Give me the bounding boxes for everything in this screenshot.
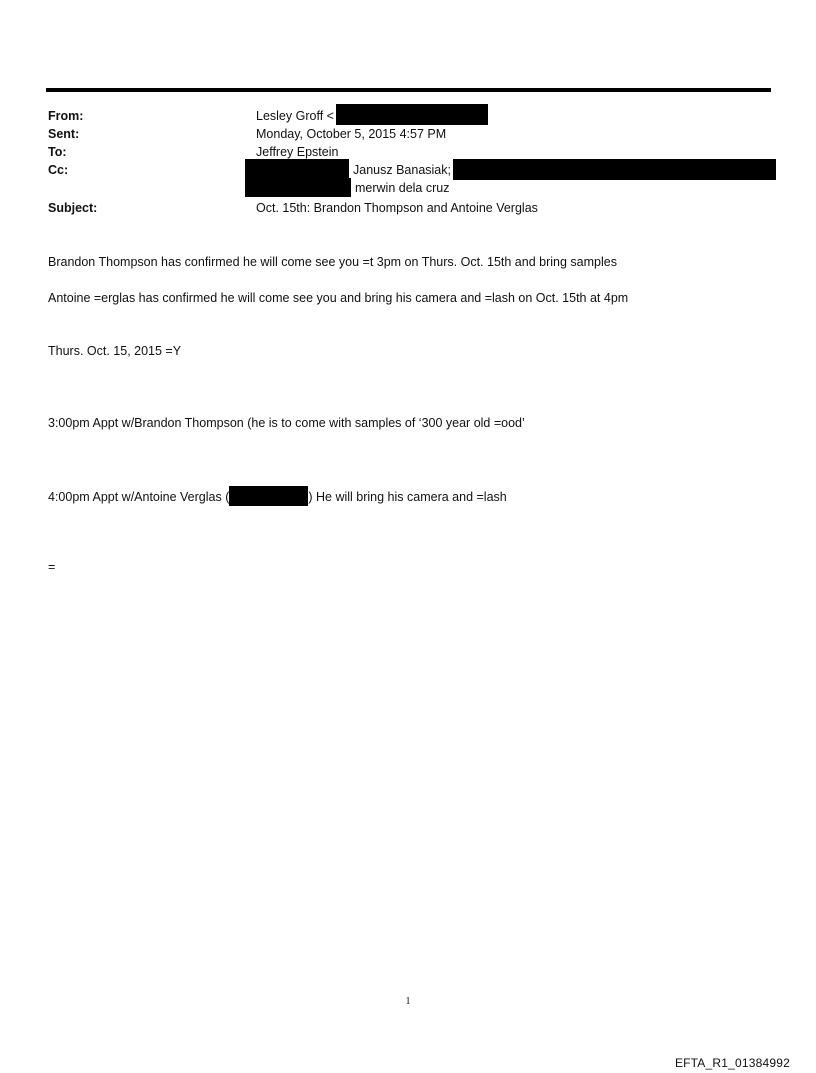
- body-line-5-prefix: 4:00pm Appt w/Antoine Verglas (: [48, 490, 230, 504]
- redaction-cc-3: [245, 178, 351, 197]
- sent-label: Sent:: [48, 127, 80, 141]
- bates-number: EFTA_R1_01384992: [674, 1056, 790, 1070]
- body-line-5: [48, 486, 507, 506]
- sent-value: Monday, October 5, 2015 4:57 PM: [256, 127, 447, 141]
- body-line-6: =: [48, 560, 56, 574]
- subject-label: Subject:: [48, 201, 98, 215]
- redaction-cc-2: [453, 159, 776, 180]
- to-label: To:: [48, 145, 67, 159]
- body-line-1: Brandon Thompson has confirmed he will come see you =t 3pm on Thurs. Oct. 15th and bring samples: [48, 255, 617, 269]
- cc-value-line1: Janusz Banasiak;: [353, 163, 451, 177]
- body-line-2: Antoine =erglas has confirmed he will come see you and bring his camera and =lash on Oct. 15th at 4pm: [48, 291, 629, 305]
- body-line-3: Thurs. Oct. 15, 2015 =Y: [48, 344, 182, 358]
- header-rule: [46, 88, 771, 92]
- page-number: 1: [405, 996, 411, 1007]
- subject-value: Oct. 15th: Brandon Thompson and Antoine Verglas: [256, 201, 538, 215]
- cc-label: Cc:: [48, 163, 69, 177]
- redaction-from-email: [336, 104, 488, 125]
- body-line-4: 3:00pm Appt w/Brandon Thompson (he is to come with samples of ‘300 year old =ood’: [48, 416, 525, 430]
- from-value: Lesley Groff <: [256, 109, 334, 123]
- cc-value-line2: merwin dela cruz: [355, 181, 450, 195]
- body-line-5-suffix: ) He will bring his camera and =lash: [308, 490, 507, 504]
- to-value: Jeffrey Epstein: [256, 145, 339, 159]
- redaction-phone: [229, 486, 308, 506]
- from-label: From:: [48, 109, 84, 123]
- redaction-cc-1: [245, 159, 349, 180]
